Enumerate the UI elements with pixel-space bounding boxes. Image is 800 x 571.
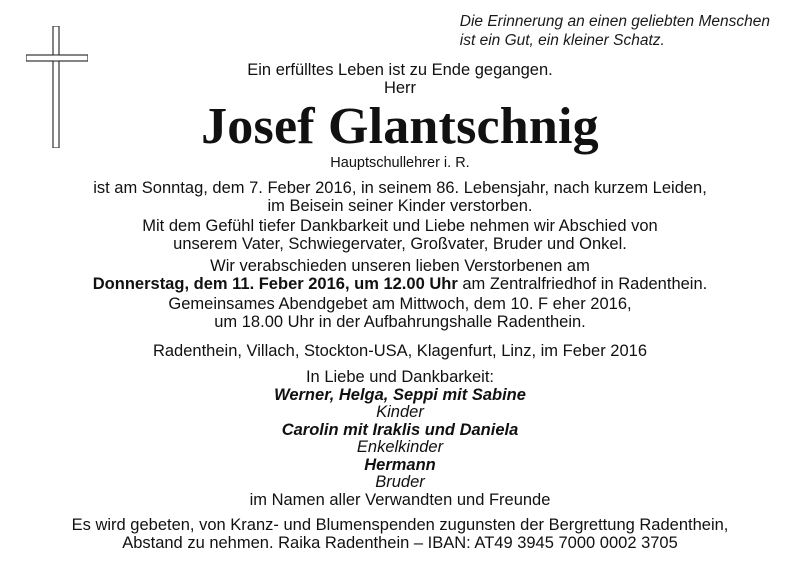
quote-line-2: ist ein Gut, ein kleiner Schatz. (459, 32, 665, 49)
mourners-list (60, 369, 740, 509)
intro-line-1: Ein erfülltes Leben ist zu Ende gegangen. (247, 61, 553, 79)
donation-request (20, 517, 780, 552)
farewell-line-1: Mit dem Gefühl tiefer Dankbarkeit und Liebe nehmen wir Abschied von (142, 217, 658, 235)
funeral-line-2 (60, 276, 740, 294)
funeral-line-1: Wir verabschieden unseren lieben Verstorbenen am (210, 257, 590, 275)
grandchildren-label: Enkelkinder (356, 438, 444, 456)
intro-block (60, 62, 740, 97)
place-date-line: Radenthein, Villach, Stockton-USA, Klagenfurt, Linz, im Feber 2016 (152, 342, 648, 360)
death-notice-line-2: im Beisein seiner Kinder verstorben. (267, 196, 533, 215)
children-label: Kinder (376, 403, 424, 421)
request-line-1: Es wird gebeten, von Kranz- und Blumenspenden zugunsten der Bergrettung Radenthein, (71, 516, 729, 534)
farewell-line-2: unserem Vater, Schwiegervater, Großvater, Bruder und Onkel. (173, 234, 627, 253)
death-notice-line-1: ist am Sonntag, dem 7. Feber 2016, in seinem 86. Lebensjahr, nach kurzem Leiden, (93, 179, 707, 197)
brother-name: Hermann (364, 455, 436, 474)
memorial-quote (460, 12, 770, 50)
mourners-closing: im Namen aller Verwandten und Freunde (249, 490, 551, 509)
intro-line-2: Herr (383, 78, 417, 97)
funeral-info (60, 258, 740, 293)
evening-prayer (60, 296, 740, 331)
deceased-profession: Hauptschullehrer i. R. (330, 155, 470, 171)
farewell-text (60, 218, 740, 253)
brother-label: Bruder (375, 473, 425, 491)
death-notice (60, 180, 740, 215)
grandchildren-names: Carolin mit Iraklis und Daniela (281, 420, 519, 439)
quote-line-1: Die Erinnerung an einen geliebten Menschen (459, 13, 770, 30)
funeral-date: Donnerstag, dem 11. Feber 2016, um 12.00 Uhr (92, 274, 458, 293)
deceased-name: Josef Glantschnig (201, 98, 599, 155)
children-names: Werner, Helga, Seppi mit Sabine (274, 385, 526, 404)
prayer-line-2: um 18.00 Uhr in der Aufbahrungshalle Radenthein. (214, 312, 586, 331)
funeral-location: am Zentralfriedhof in Radenthein. (457, 274, 708, 293)
request-line-2: Abstand zu nehmen. Raika Radenthein – IBAN: AT49 3945 7000 0002 3705 (122, 533, 678, 552)
place-and-date (60, 343, 740, 361)
prayer-line-1: Gemeinsames Abendgebet am Mittwoch, dem 10. F eher 2016, (168, 295, 632, 313)
mourners-intro: In Liebe und Dankbarkeit: (305, 368, 495, 386)
